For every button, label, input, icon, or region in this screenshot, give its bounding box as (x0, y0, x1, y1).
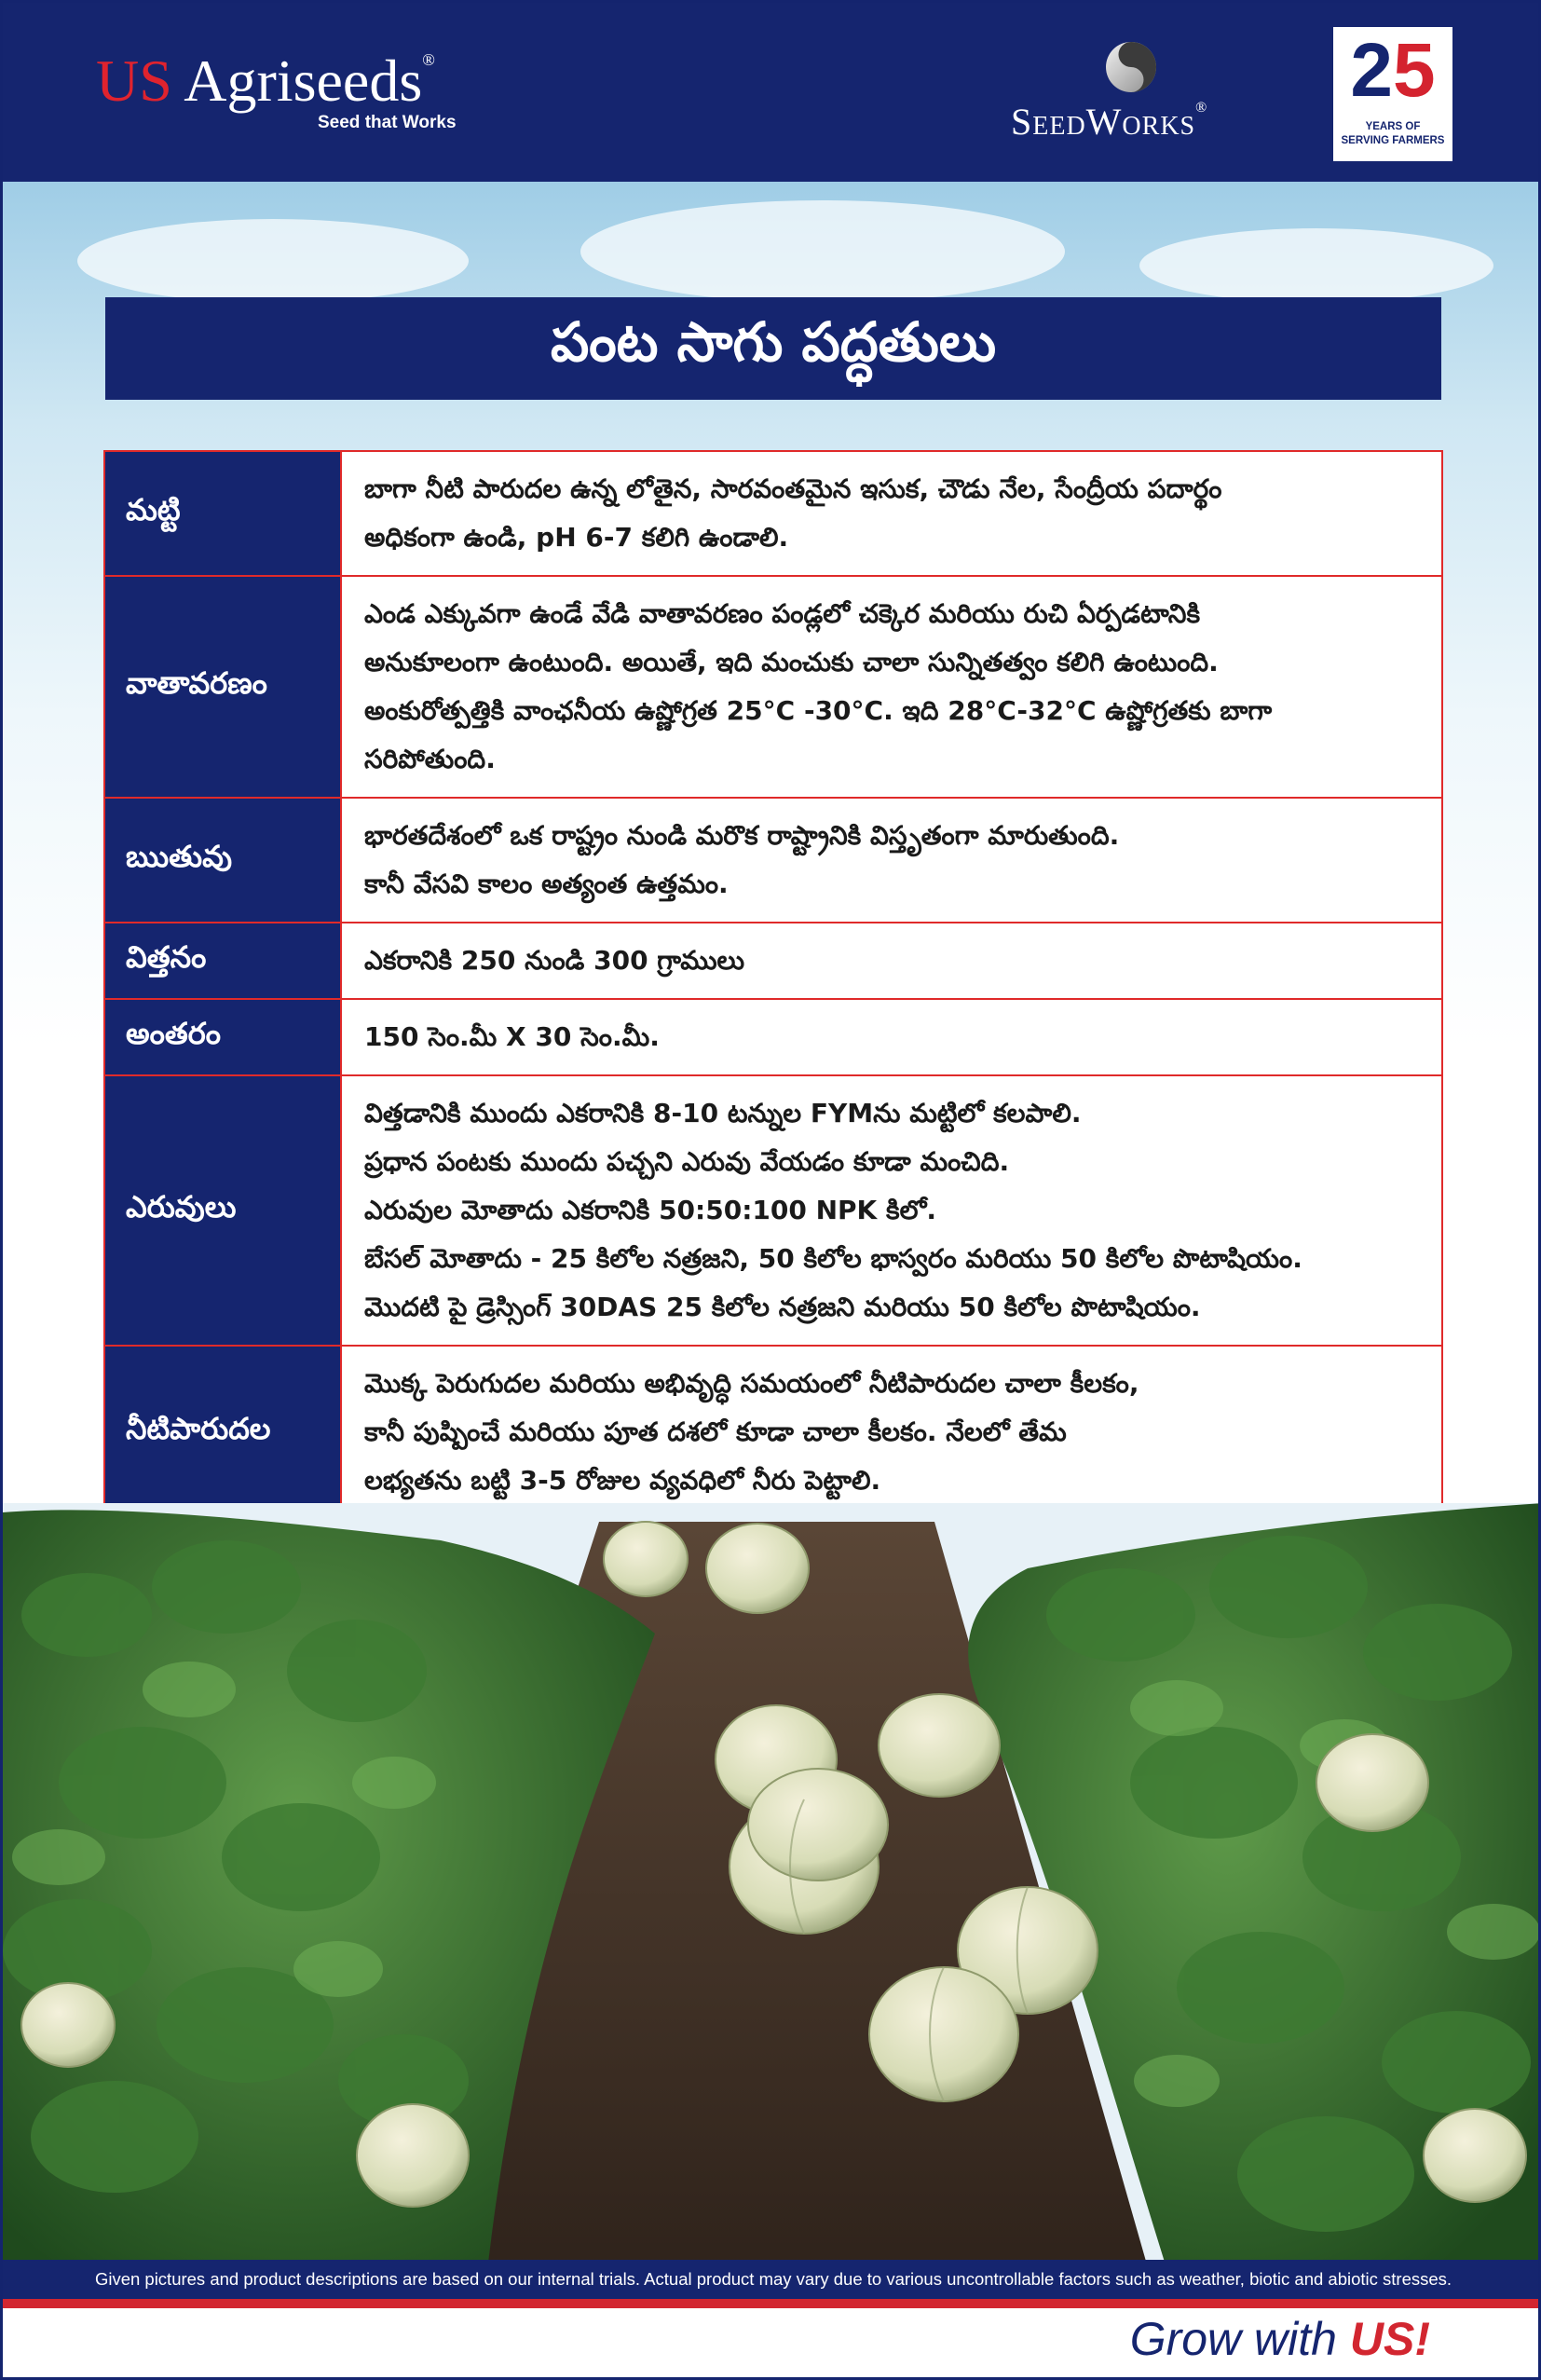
badge-digit-two: 2 (1350, 28, 1393, 113)
table-row (105, 452, 1441, 577)
row-text-line: మొక్క పెరుగుదల మరియు అభివృద్ధి సమయంలో నీటిపారుదల చాలా కీలకం, (364, 1368, 1139, 1399)
row-text-irrigation (342, 1347, 1441, 1518)
page-title: పంట సాగు పద్ధతులు (550, 309, 997, 374)
row-text-spacing (342, 1000, 1441, 1074)
row-text-line: బేసల్ మోతాదు - 25 కిలోల నత్రజని, 50 కిలోల భాస్వరం మరియు 50 కిలోల పొటాషియం. (364, 1243, 1302, 1274)
row-text-climate (342, 577, 1441, 797)
row-text-seed-rate (342, 923, 1441, 998)
row-label-fertilizers: ఎరువులు (105, 1076, 342, 1345)
logo-us-word: US (96, 48, 172, 114)
row-text-line: ప్రధాన పంటకు ముందు పచ్చని ఎరువు వేయడం కూడా మంచిది. (364, 1146, 1010, 1177)
red-stripe (3, 2299, 1541, 2308)
row-text-soil (342, 452, 1441, 575)
logo-registered-mark: ® (422, 50, 435, 69)
row-label-soil: మట్టి (105, 452, 342, 575)
row-text-fertilizers (342, 1076, 1441, 1345)
row-label-spacing: అంతరం (105, 1000, 342, 1074)
row-label-season: ఋతువు (105, 799, 342, 922)
table-row (105, 799, 1441, 923)
row-text-line: కానీ వేసవి కాలం అత్యంత ఉత్తమం. (364, 869, 729, 899)
slogan-exclamation: ! (1414, 2313, 1430, 2365)
row-text-line: కానీ పుష్పించే మరియు పూత దశలో కూడా చాలా కీలకం. నేలలో తేమ (364, 1416, 1067, 1447)
row-text-line: మొదటి పై డ్రెస్సింగ్ 30DAS 25 కిలోల నత్రజని మరియు 50 కిలోల పొటాషియం. (364, 1292, 1201, 1322)
badge-number (1333, 28, 1452, 113)
row-text-line: భారతదేశంలో ఒక రాష్ట్రం నుండి మరొక రాష్ట్రానికి విస్తృతంగా మారుతుంది. (364, 820, 1120, 851)
seedworks-registered-mark: ® (1195, 100, 1208, 116)
seedworks-logo-icon (1104, 40, 1158, 94)
badge-caption-line1: YEARS OF (1365, 121, 1421, 132)
row-text-line: సరిపోతుంది. (364, 744, 496, 774)
logo-tagline: Seed that Works (318, 113, 457, 132)
cloud-shape (1139, 228, 1493, 303)
row-label-irrigation: నీటిపారుదల (105, 1347, 342, 1518)
grow-with-us-slogan (1130, 2312, 1430, 2366)
table-row (105, 1000, 1441, 1076)
row-text-line: అధికంగా ఉండి, pH 6-7 కలిగి ఉండాలి. (364, 522, 789, 553)
badge-caption (1337, 120, 1449, 148)
table-row (105, 923, 1441, 1000)
row-text-line: ఎరువుల మోతాదు ఎకరానికి 50:50:100 NPK కిలో. (364, 1195, 937, 1225)
row-text-line: అనుకూలంగా ఉంటుంది. అయితే, ఇది మంచుకు చాలా సున్నితత్వం కలిగి ఉంటుంది. (364, 647, 1219, 677)
row-label-seed-rate: విత్తనం (105, 923, 342, 998)
row-label-climate: వాతావరణం (105, 577, 342, 797)
cloud-shape (580, 200, 1065, 303)
row-text-line: ఎండ ఎక్కువగా ఉండే వేడి వాతావరణం పండ్లలో చక్కెర మరియు రుచి ఏర్పడటానికి (364, 598, 1201, 629)
title-banner (105, 297, 1441, 400)
logo-agriseeds-word: Agriseeds (184, 48, 423, 114)
header-banner (3, 3, 1541, 182)
slogan-prefix: Grow with (1129, 2313, 1350, 2365)
cultivation-table (103, 450, 1443, 1520)
table-row (105, 1347, 1441, 1518)
row-text-line: అంకురోత్పత్తికి వాంఛనీయ ఉష్ణోగ్రత 25°C -30°C. ఇది 28°C-32°C ఉష్ణోగ్రతకు బాగా (364, 695, 1273, 726)
row-text-line: లభ్యతను బట్టి 3-5 రోజుల వ్యవధిలో నీరు పెట్టాలి. (364, 1465, 881, 1496)
disclaimer-text: Given pictures and product descriptions are based on our internal trials. Actual product may vary due to various uncontrollable factors such as weather, biotic and abiotic stresses. (94, 2269, 1452, 2289)
slogan-us: US (1349, 2313, 1415, 2365)
badge-caption-line2: SERVING FARMERS (1341, 134, 1445, 146)
table-row (105, 577, 1441, 799)
us-agriseeds-logo (96, 48, 435, 114)
disclaimer-bar (3, 2260, 1541, 2299)
row-text-line: 150 సెం.మీ X 30 సెం.మీ. (364, 1021, 660, 1052)
table-row (105, 1076, 1441, 1347)
row-text-season (342, 799, 1441, 922)
row-text-line: ఎకరానికి 250 నుండి 300 గ్రాములు (364, 945, 745, 976)
seedworks-logo-text (1011, 100, 1207, 144)
row-text-line: విత్తడానికి ముందు ఎకరానికి 8-10 టన్నుల FYMను మట్టిలో కలపాలి. (364, 1098, 1082, 1128)
cloud-shape (77, 219, 469, 303)
25-years-badge (1333, 27, 1452, 161)
badge-digit-five: 5 (1393, 28, 1436, 113)
seedworks-name: SeedWorks (1011, 101, 1196, 143)
muskmelon-field-photo (3, 1503, 1541, 2271)
row-text-line: బాగా నీటి పారుదల ఉన్న లోతైన, సారవంతమైన ఇసుక, చౌడు నేల, సేంద్రీయ పదార్థం (364, 473, 1222, 504)
